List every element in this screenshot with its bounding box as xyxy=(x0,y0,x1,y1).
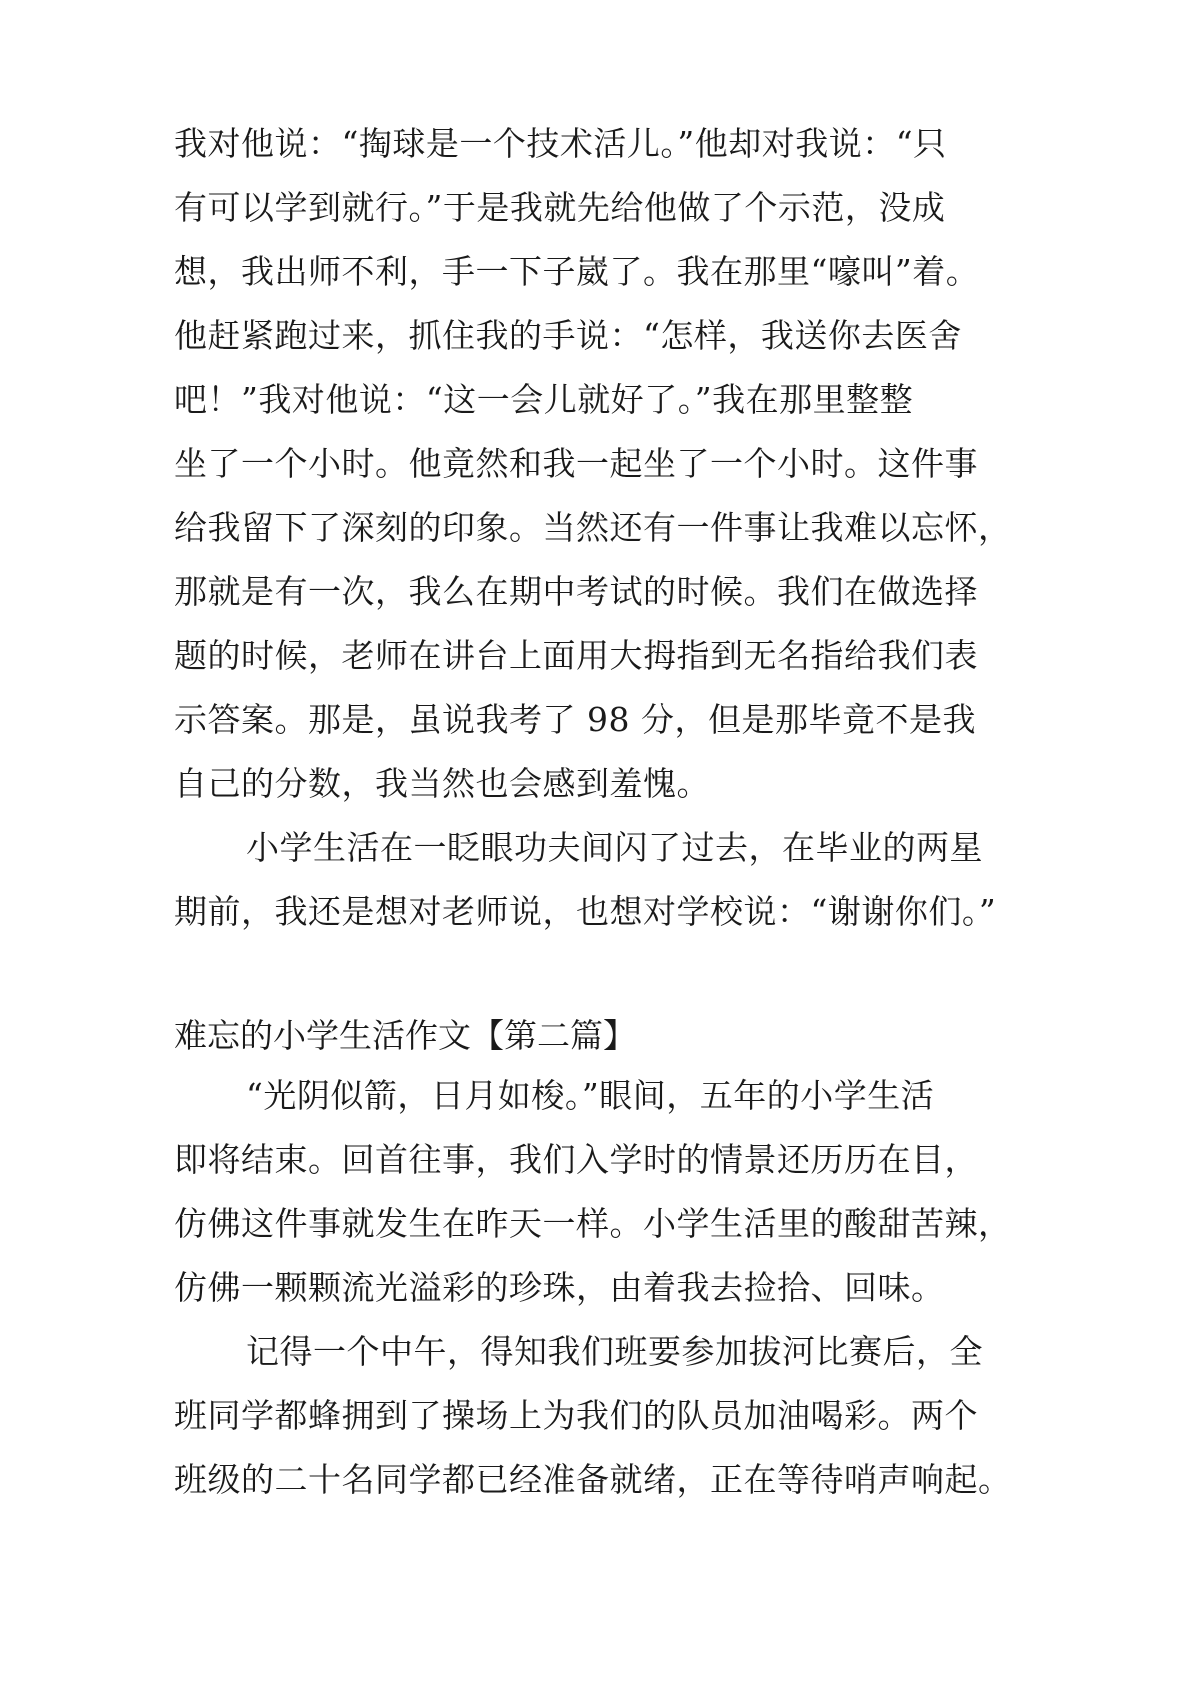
paragraph-1-line-3: 想，我出师不利，手一下子崴了。我在那里“嚎叫”着。 xyxy=(174,252,980,291)
paragraph-1-line-9: 题的时候，老师在讲台上面用大拇指到无名指给我们表 xyxy=(174,636,978,675)
paragraph-1-line-10: 示答案。那是，虽说我考了 98 分，但是那毕竟不是我 xyxy=(174,700,976,739)
paragraph-3-line-3: 仿佛这件事就发生在昨天一样。小学生活里的酸甜苦辣， xyxy=(174,1204,1012,1243)
paragraph-1-line-4: 他赶紧跑过来，抓住我的手说：“怎样，我送你去医舍 xyxy=(174,316,962,355)
paragraph-1-line-6: 坐了一个小时。他竟然和我一起坐了一个小时。这件事 xyxy=(174,444,978,483)
paragraph-3-line-4: 仿佛一颗颗流光溢彩的珍珠，由着我去捡拾、回味。 xyxy=(174,1268,945,1307)
paragraph-1-line-1: 我对他说：“掏球是一个技术活儿。”他却对我说：“只 xyxy=(174,124,947,163)
paragraph-1-line-8: 那就是有一次，我么在期中考试的时候。我们在做选择 xyxy=(174,572,978,611)
paragraph-1-line-11: 自己的分数，我当然也会感到羞愧。 xyxy=(174,764,710,803)
paragraph-3-line-2: 即将结束。回首往事，我们入学时的情景还历历在目， xyxy=(174,1140,978,1179)
paragraph-1-line-2: 有可以学到就行。”于是我就先给他做了个示范，没成 xyxy=(174,188,946,227)
paragraph-4-line-2: 班同学都蜂拥到了操场上为我们的队员加油喝彩。两个 xyxy=(174,1396,978,1435)
section-title: 难忘的小学生活作文【第二篇】 xyxy=(174,1016,636,1055)
paragraph-2-line-2: 期前，我还是想对老师说，也想对学校说：“谢谢你们。” xyxy=(174,892,997,931)
paragraph-3-line-1: “光阴似箭，日月如梭。”眼间，五年的小学生活 xyxy=(246,1076,935,1115)
paragraph-1-line-7: 给我留下了深刻的印象。当然还有一件事让我难以忘怀， xyxy=(174,508,1012,547)
paragraph-4-line-1: 记得一个中午，得知我们班要参加拔河比赛后，全 xyxy=(246,1332,983,1371)
paragraph-2-line-1: 小学生活在一眨眼功夫间闪了过去，在毕业的两星 xyxy=(246,828,983,867)
paragraph-4-line-3: 班级的二十名同学都已经准备就绪，正在等待哨声响起。 xyxy=(174,1460,1012,1499)
paragraph-1-line-5: 吧！”我对他说：“这一会儿就好了。”我在那里整整 xyxy=(174,380,914,419)
